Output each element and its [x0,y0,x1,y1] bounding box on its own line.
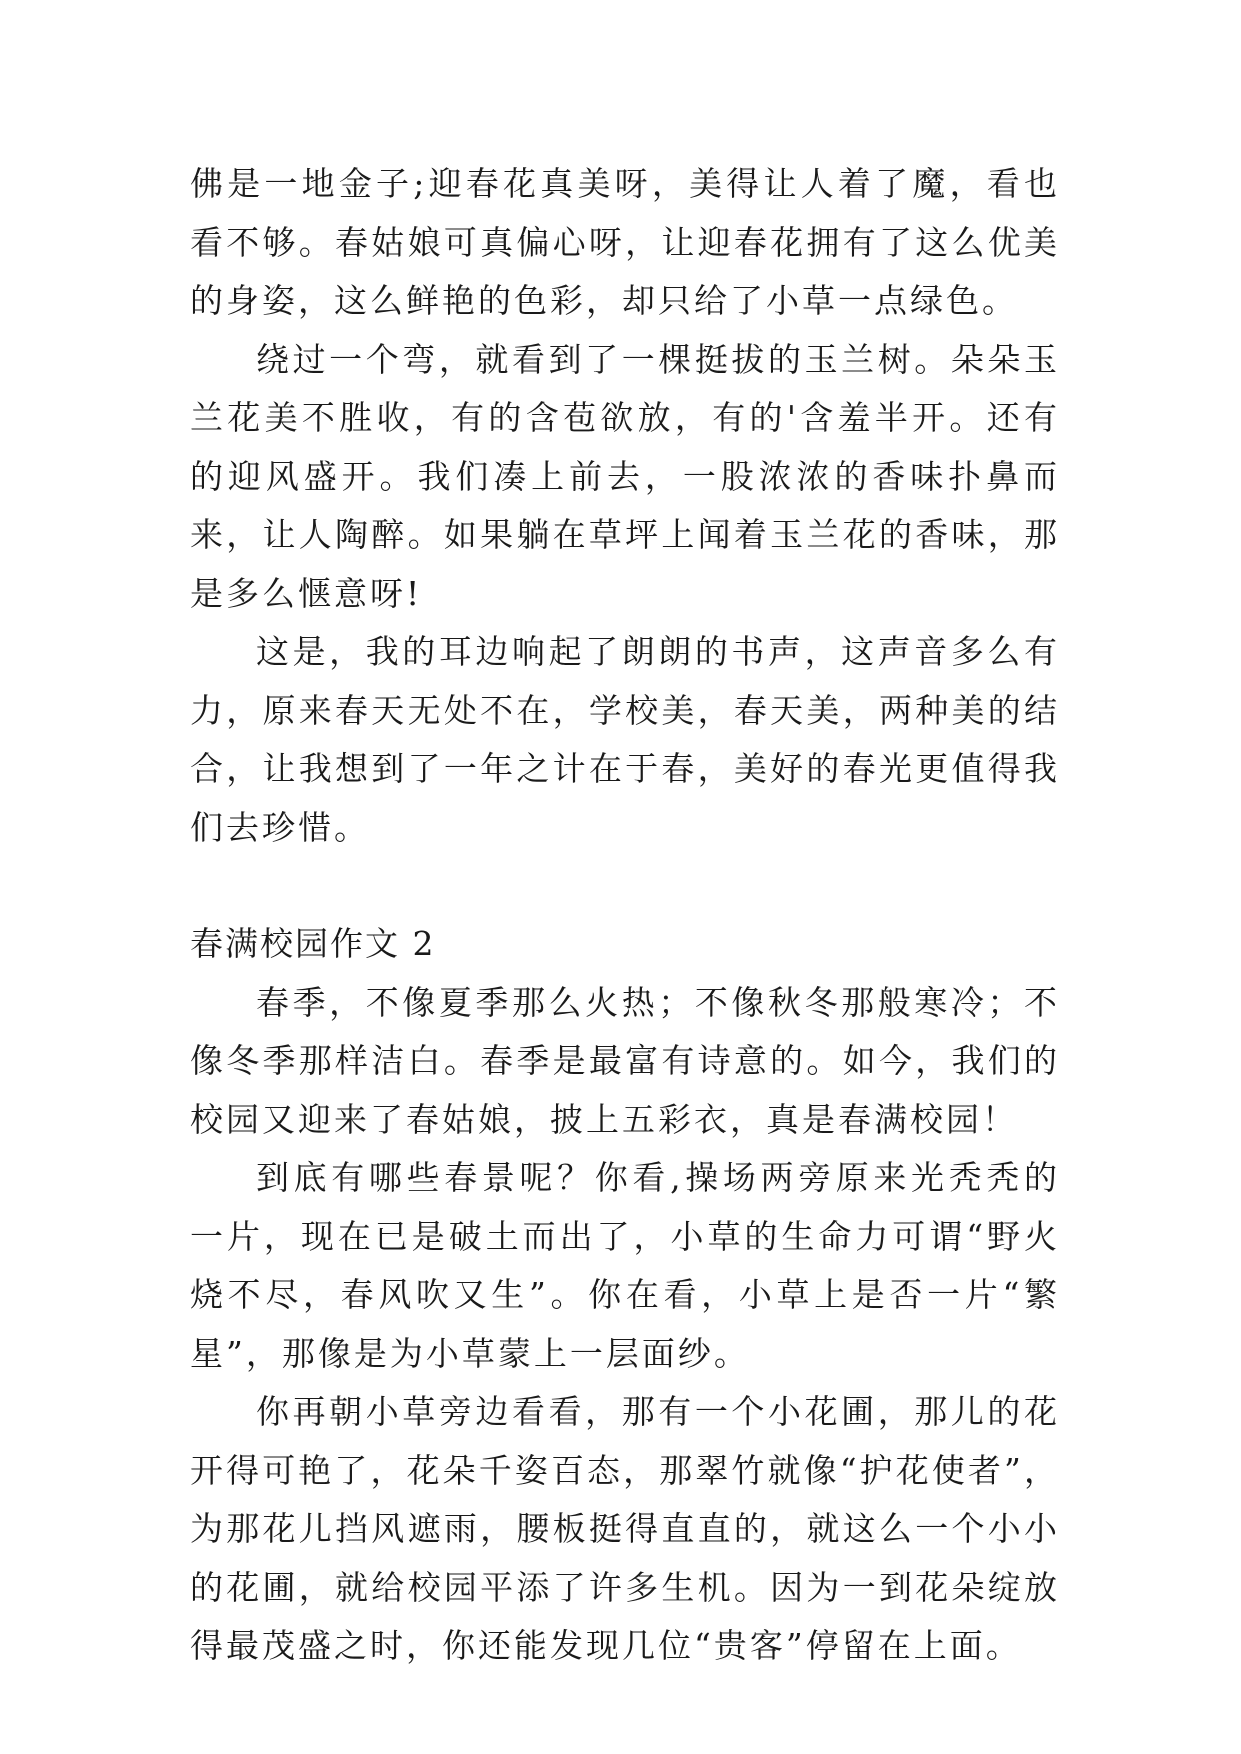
paragraph-reading-voices: 这是，我的耳边响起了朗朗的书声，这声音多么有力，原来春天无处不在，学校美，春天美，两种美的结合，让我想到了一年之计在于春，美好的春光更值得我们去珍惜。 [190,632,1060,847]
paragraph-spring-season: 春季，不像夏季那么火热；不像秋冬那般寒冷；不像冬季那样洁白。春季是最富有诗意的。如今，我们的校园又迎来了春姑娘，披上五彩衣，真是春满校园！ [190,982,1060,1139]
section-title: 春满校园作文 2 [190,924,436,963]
paragraph-flower-garden: 你再朝小草旁边看看，那有一个小花圃，那儿的花开得可艳了，花朵千姿百态，那翠竹就像“护花使者”，为那花儿挡风遮雨，腰板挺得直直的，就这么一个小小的花圃，就给校园平添了许多生机。因为一到花朵绽放得最茂盛之时，你还能发现几位“贵客”停留在上面。 [190,1392,1060,1665]
paragraph-spring-scenery: 到底有哪些春景呢？你看,操场两旁原来光秃秃的一片，现在已是破土而出了，小草的生命力可谓“野火烧不尽，春风吹又生”。你在看，小草上是否一片“繁星”，那像是为小草蒙上一层面纱。 [190,1158,1060,1373]
paragraph-magnolia: 绕过一个弯，就看到了一棵挺拔的玉兰树。朵朵玉兰花美不胜收，有的含苞欲放，有的'含羞半开。还有的迎风盛开。我们凑上前去，一股浓浓的香味扑鼻而来，让人陶醉。如果躺在草坪上闻着玉兰花的香味，那是多么惬意呀! [190,339,1060,613]
paragraph-continuation: 佛是一地金子;迎春花真美呀，美得让人着了魔，看也看不够。春姑娘可真偏心呀，让迎春花拥有了这么优美的身姿，这么鲜艳的色彩，却只给了小草一点绿色。 [190,164,1060,320]
document-body [190,155,1060,1676]
